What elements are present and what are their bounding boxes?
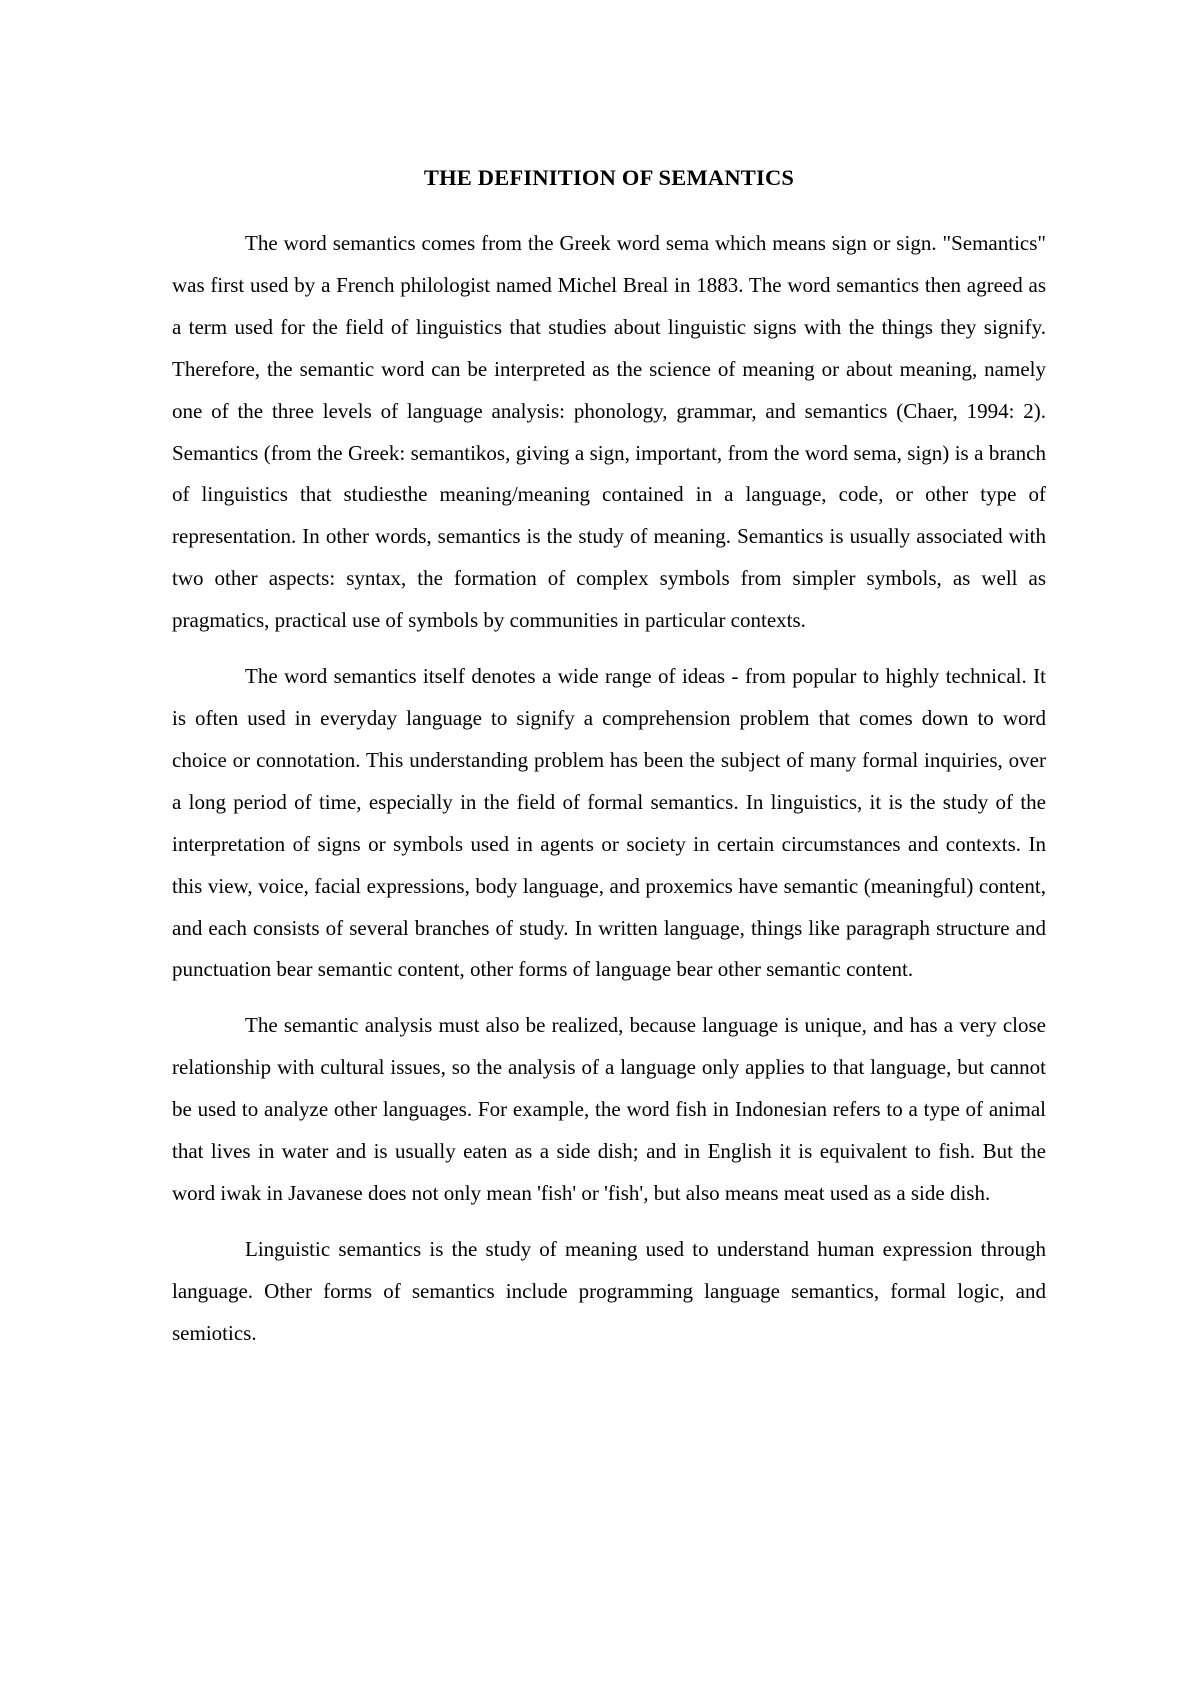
paragraph-4: Linguistic semantics is the study of meaning used to understand human expression through language. Other forms of semantics include programming language semantics, formal logic, and semiotics. xyxy=(172,1236,1046,1345)
paragraph-1: The word semantics comes from the Greek word sema which means sign or sign. "Semantics" was first used by a French philologist named Michel Breal in 1883. The word semantics then agreed as a term used for the field of linguistics that studies about linguistic signs with the things they signify. Therefore, the semantic word can be interpreted as the science of meaning or about meaning, namely one of the three levels of language analysis: phonology, grammar, and semantics (Chaer, 1994: 2). Semantics (from the Greek: semantikos, giving a sign, important, from the word sema, sign) is a branch of linguistics that studiesthe meaning/meaning contained in a language, code, or other type of representation. In other words, semantics is the study of meaning. Semantics is usually associated with two other aspects: syntax, the formation of complex symbols from simpler symbols, as well as pragmatics, practical use of symbols by communities in particular contexts. xyxy=(172,231,1046,633)
paragraph-3: The semantic analysis must also be realized, because language is unique, and has a very close relationship with cultural issues, so the analysis of a language only applies to that language, but cannot be used to analyze other languages. For example, the word fish in Indonesian refers to a type of animal that lives in water and is usually eaten as a side dish; and in English it is equivalent to fish. But the word iwak in Javanese does not only mean 'fish' or 'fish', but also means meat used as a side dish. xyxy=(172,1013,1046,1205)
document-body xyxy=(172,223,1046,1369)
page-title: THE DEFINITION OF SEMANTICS xyxy=(423,165,795,190)
paragraph-2: The word semantics itself denotes a wide range of ideas - from popular to highly technical. It is often used in everyday language to signify a comprehension problem that comes down to word choice or connotation. This understanding problem has been the subject of many formal inquiries, over a long period of time, especially in the field of formal semantics. In linguistics, it is the study of the interpretation of signs or symbols used in agents or society in certain circumstances and contexts. In this view, voice, facial expressions, body language, and proxemics have semantic (meaningful) content, and each consists of several branches of study. In written language, things like paragraph structure and punctuation bear semantic content, other forms of language bear other semantic content. xyxy=(172,664,1046,982)
